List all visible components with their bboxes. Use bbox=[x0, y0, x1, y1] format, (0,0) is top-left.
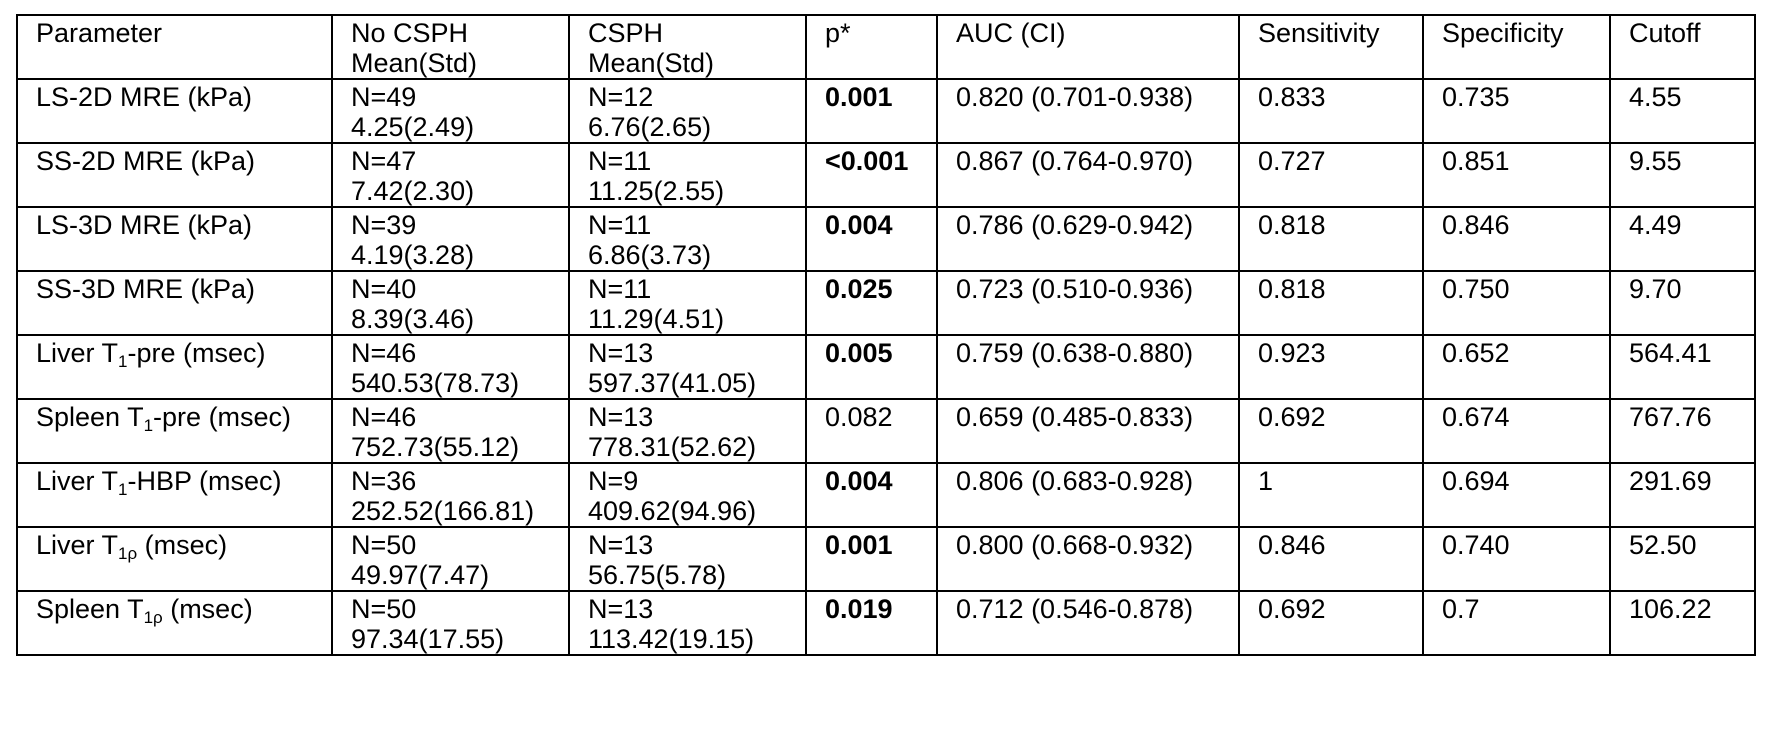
parameter-name: Spleen T bbox=[36, 594, 144, 624]
no-csph-mean-std: 540.53(78.73) bbox=[351, 368, 520, 398]
parameter-cell bbox=[17, 335, 332, 399]
parameter-suffix: (msec) bbox=[137, 530, 228, 560]
no-csph-mean-std: 49.97(7.47) bbox=[351, 560, 490, 590]
sensitivity-cell: 0.818 bbox=[1239, 271, 1423, 335]
csph-n: N=11 bbox=[588, 146, 652, 176]
csph-n: N=13 bbox=[588, 530, 654, 560]
sensitivity-cell: 0.692 bbox=[1239, 399, 1423, 463]
header-sensitivity: Sensitivity bbox=[1239, 15, 1423, 79]
table-row bbox=[17, 335, 1755, 399]
header-p-value: p* bbox=[806, 15, 937, 79]
no-csph-n: N=46 bbox=[351, 338, 417, 368]
header-no-csph: No CSPH Mean(Std) bbox=[332, 15, 569, 79]
no-csph-n: N=47 bbox=[351, 146, 417, 176]
no-csph-cell bbox=[332, 399, 569, 463]
no-csph-mean-std: 752.73(55.12) bbox=[351, 432, 520, 462]
p-value-cell: 0.004 bbox=[806, 207, 937, 271]
auc-cell: 0.786 (0.629-0.942) bbox=[937, 207, 1239, 271]
table-row bbox=[17, 271, 1755, 335]
no-csph-cell bbox=[332, 335, 569, 399]
p-value-cell: 0.001 bbox=[806, 79, 937, 143]
table-row bbox=[17, 591, 1755, 655]
csph-cell bbox=[569, 79, 806, 143]
no-csph-mean-std: 4.25(2.49) bbox=[351, 112, 475, 142]
parameter-name: Liver T bbox=[36, 530, 119, 560]
csph-cell bbox=[569, 399, 806, 463]
header-cutoff: Cutoff bbox=[1610, 15, 1755, 79]
p-value-cell: 0.005 bbox=[806, 335, 937, 399]
header-parameter: Parameter bbox=[17, 15, 332, 79]
csph-n: N=9 bbox=[588, 466, 639, 496]
sensitivity-cell: 0.846 bbox=[1239, 527, 1423, 591]
csph-n: N=13 bbox=[588, 594, 654, 624]
no-csph-n: N=40 bbox=[351, 274, 417, 304]
specificity-cell: 0.694 bbox=[1423, 463, 1610, 527]
parameter-name: LS-2D MRE (kPa) bbox=[36, 82, 253, 112]
auc-cell: 0.712 (0.546-0.878) bbox=[937, 591, 1239, 655]
no-csph-mean-std: 4.19(3.28) bbox=[351, 240, 475, 270]
parameter-subscript: 1 bbox=[143, 416, 154, 435]
csph-mean-std: 778.31(52.62) bbox=[588, 432, 757, 462]
parameter-suffix: (msec) bbox=[162, 594, 253, 624]
table-row bbox=[17, 79, 1755, 143]
p-value-cell: <0.001 bbox=[806, 143, 937, 207]
specificity-cell: 0.846 bbox=[1423, 207, 1610, 271]
cutoff-cell: 9.55 bbox=[1610, 143, 1755, 207]
cutoff-cell: 767.76 bbox=[1610, 399, 1755, 463]
no-csph-cell bbox=[332, 271, 569, 335]
parameter-subscript: 1ρ bbox=[143, 608, 163, 627]
no-csph-n: N=39 bbox=[351, 210, 417, 240]
csph-n: N=11 bbox=[588, 210, 652, 240]
table-header bbox=[17, 15, 1755, 79]
parameter-cell bbox=[17, 591, 332, 655]
p-value-cell: 0.082 bbox=[806, 399, 937, 463]
cutoff-cell: 106.22 bbox=[1610, 591, 1755, 655]
csph-n: N=12 bbox=[588, 82, 654, 112]
specificity-cell: 0.851 bbox=[1423, 143, 1610, 207]
specificity-cell: 0.674 bbox=[1423, 399, 1610, 463]
parameter-name: SS-2D MRE (kPa) bbox=[36, 146, 256, 176]
parameter-cell bbox=[17, 399, 332, 463]
sensitivity-cell: 0.727 bbox=[1239, 143, 1423, 207]
csph-cell bbox=[569, 207, 806, 271]
csph-mean-std: 6.86(3.73) bbox=[588, 240, 712, 270]
cutoff-cell: 4.49 bbox=[1610, 207, 1755, 271]
csph-cell bbox=[569, 527, 806, 591]
table-row bbox=[17, 527, 1755, 591]
no-csph-mean-std: 8.39(3.46) bbox=[351, 304, 475, 334]
no-csph-cell bbox=[332, 591, 569, 655]
csph-mean-std: 11.25(2.55) bbox=[588, 176, 725, 206]
cutoff-cell: 291.69 bbox=[1610, 463, 1755, 527]
csph-cell bbox=[569, 271, 806, 335]
csph-n: N=11 bbox=[588, 274, 652, 304]
csph-mean-std: 6.76(2.65) bbox=[588, 112, 712, 142]
no-csph-cell bbox=[332, 463, 569, 527]
parameter-subscript: 1ρ bbox=[118, 544, 138, 563]
no-csph-n: N=49 bbox=[351, 82, 417, 112]
no-csph-mean-std: 252.52(166.81) bbox=[351, 496, 535, 526]
parameter-name: Liver T bbox=[36, 466, 119, 496]
p-value-cell: 0.004 bbox=[806, 463, 937, 527]
cutoff-cell: 52.50 bbox=[1610, 527, 1755, 591]
no-csph-mean-std: 97.34(17.55) bbox=[351, 624, 505, 654]
results-table bbox=[16, 14, 1756, 656]
csph-cell bbox=[569, 143, 806, 207]
sensitivity-cell: 0.923 bbox=[1239, 335, 1423, 399]
auc-cell: 0.800 (0.668-0.932) bbox=[937, 527, 1239, 591]
no-csph-cell bbox=[332, 143, 569, 207]
table-row bbox=[17, 463, 1755, 527]
csph-mean-std: 56.75(5.78) bbox=[588, 560, 727, 590]
specificity-cell: 0.652 bbox=[1423, 335, 1610, 399]
p-value-cell: 0.025 bbox=[806, 271, 937, 335]
parameter-cell bbox=[17, 463, 332, 527]
csph-mean-std: 409.62(94.96) bbox=[588, 496, 757, 526]
auc-cell: 0.867 (0.764-0.970) bbox=[937, 143, 1239, 207]
header-row bbox=[17, 15, 1755, 79]
parameter-cell bbox=[17, 207, 332, 271]
no-csph-n: N=50 bbox=[351, 530, 417, 560]
table-row bbox=[17, 207, 1755, 271]
sensitivity-cell: 1 bbox=[1239, 463, 1423, 527]
sensitivity-cell: 0.692 bbox=[1239, 591, 1423, 655]
table-row bbox=[17, 143, 1755, 207]
no-csph-cell bbox=[332, 527, 569, 591]
no-csph-n: N=36 bbox=[351, 466, 417, 496]
csph-cell bbox=[569, 463, 806, 527]
no-csph-n: N=50 bbox=[351, 594, 417, 624]
no-csph-mean-std: 7.42(2.30) bbox=[351, 176, 475, 206]
auc-cell: 0.820 (0.701-0.938) bbox=[937, 79, 1239, 143]
parameter-cell bbox=[17, 143, 332, 207]
table-body bbox=[17, 79, 1755, 655]
header-specificity: Specificity bbox=[1423, 15, 1610, 79]
cutoff-cell: 564.41 bbox=[1610, 335, 1755, 399]
parameter-subscript: 1 bbox=[118, 352, 128, 371]
parameter-suffix: -pre (msec) bbox=[127, 338, 266, 368]
sensitivity-cell: 0.818 bbox=[1239, 207, 1423, 271]
sensitivity-cell: 0.833 bbox=[1239, 79, 1423, 143]
no-csph-cell bbox=[332, 79, 569, 143]
csph-mean-std: 11.29(4.51) bbox=[588, 304, 725, 334]
cutoff-cell: 4.55 bbox=[1610, 79, 1755, 143]
specificity-cell: 0.740 bbox=[1423, 527, 1610, 591]
p-value-cell: 0.001 bbox=[806, 527, 937, 591]
parameter-suffix: -pre (msec) bbox=[153, 402, 292, 432]
auc-cell: 0.659 (0.485-0.833) bbox=[937, 399, 1239, 463]
parameter-cell bbox=[17, 79, 332, 143]
p-value-cell: 0.019 bbox=[806, 591, 937, 655]
no-csph-cell bbox=[332, 207, 569, 271]
specificity-cell: 0.7 bbox=[1423, 591, 1610, 655]
auc-cell: 0.806 (0.683-0.928) bbox=[937, 463, 1239, 527]
auc-cell: 0.759 (0.638-0.880) bbox=[937, 335, 1239, 399]
parameter-name: Spleen T bbox=[36, 402, 144, 432]
parameter-cell bbox=[17, 527, 332, 591]
specificity-cell: 0.750 bbox=[1423, 271, 1610, 335]
csph-mean-std: 597.37(41.05) bbox=[588, 368, 757, 398]
cutoff-cell: 9.70 bbox=[1610, 271, 1755, 335]
csph-mean-std: 113.42(19.15) bbox=[588, 624, 755, 654]
parameter-suffix: -HBP (msec) bbox=[127, 466, 282, 496]
parameter-name: LS-3D MRE (kPa) bbox=[36, 210, 253, 240]
auc-cell: 0.723 (0.510-0.936) bbox=[937, 271, 1239, 335]
header-auc: AUC (CI) bbox=[937, 15, 1239, 79]
table-row bbox=[17, 399, 1755, 463]
header-csph: CSPH Mean(Std) bbox=[569, 15, 806, 79]
parameter-name: Liver T bbox=[36, 338, 119, 368]
parameter-name: SS-3D MRE (kPa) bbox=[36, 274, 256, 304]
csph-cell bbox=[569, 335, 806, 399]
csph-n: N=13 bbox=[588, 402, 654, 432]
csph-n: N=13 bbox=[588, 338, 654, 368]
csph-cell bbox=[569, 591, 806, 655]
parameter-cell bbox=[17, 271, 332, 335]
specificity-cell: 0.735 bbox=[1423, 79, 1610, 143]
no-csph-n: N=46 bbox=[351, 402, 417, 432]
parameter-subscript: 1 bbox=[118, 480, 128, 499]
